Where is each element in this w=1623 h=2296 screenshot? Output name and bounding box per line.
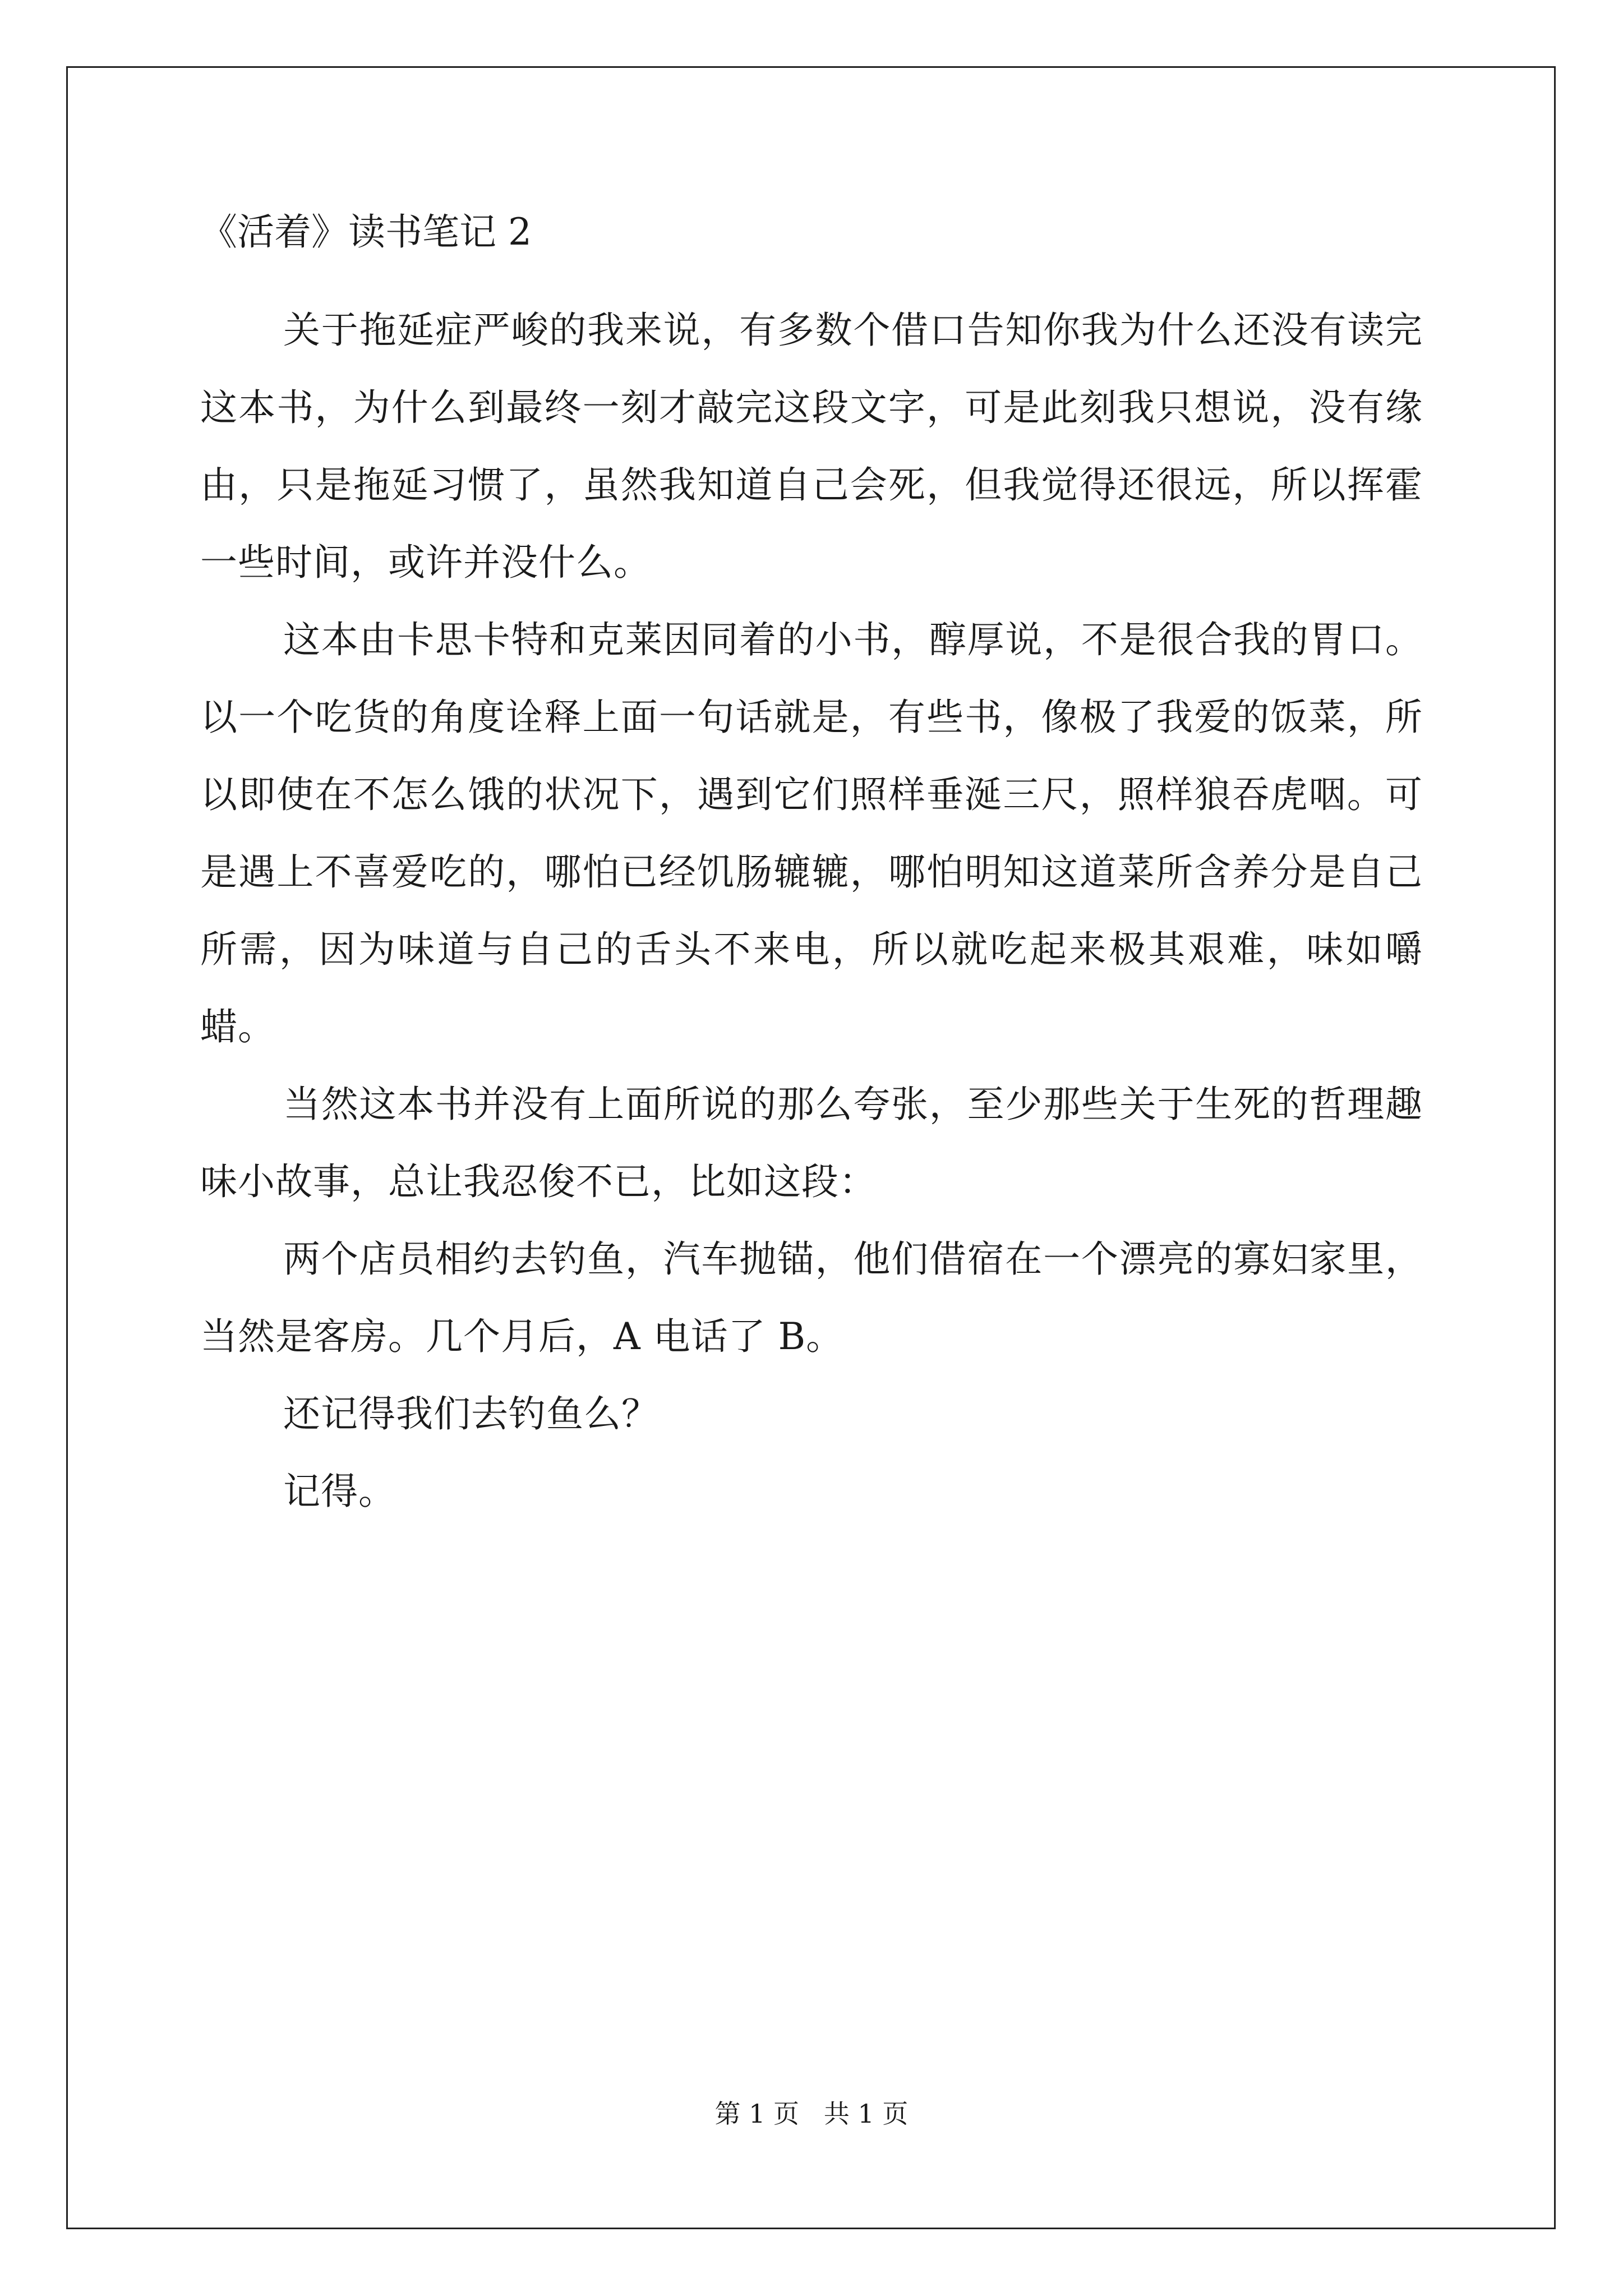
paragraph-4: 两个店员相约去钓鱼，汽车抛锚，他们借宿在一个漂亮的寡妇家里，当然是客房。几个月后，A 电话了 B。 — [200, 1237, 1423, 1358]
paragraph-2: 这本由卡思卡特和克莱因同着的小书，醇厚说，不是很合我的胃口。以一个吃货的角度诠释上面一句话就是，有些书，像极了我爱的饭菜，所以即使在不怎么饿的状况下，遇到它们照样垂涎三尺，照样狼吞虎咽。可是遇上不喜爱吃的，哪怕已经饥肠辘辘，哪怕明知这道菜所含养分是自己所需，因为味道与自己的舌头不来电，所以就吃起来极其艰难，味如嚼蜡。 — [200, 618, 1423, 1048]
document-body — [200, 211, 1423, 1530]
paragraph-3: 当然这本书并没有上面所说的那么夸张，至少那些关于生死的哲理趣味小故事，总让我忍俊不已，比如这段： — [200, 1083, 1423, 1203]
paragraph-6: 记得。 — [283, 1470, 396, 1513]
paragraph-1: 关于拖延症严峻的我来说，有多数个借口告知你我为什么还没有读完这本书，为什么到最终一刻才敲完这段文字，可是此刻我只想说，没有缘由，只是拖延习惯了，虽然我知道自己会死，但我觉得还很远，所以挥霍一些时间，或许并没什么。 — [200, 309, 1423, 584]
page-number-footer: 第 1 页 共 1 页 — [714, 2099, 909, 2129]
document-title: 《活着》读书笔记 2 — [200, 210, 532, 254]
paragraph-5: 还记得我们去钓鱼么？ — [283, 1392, 659, 1435]
